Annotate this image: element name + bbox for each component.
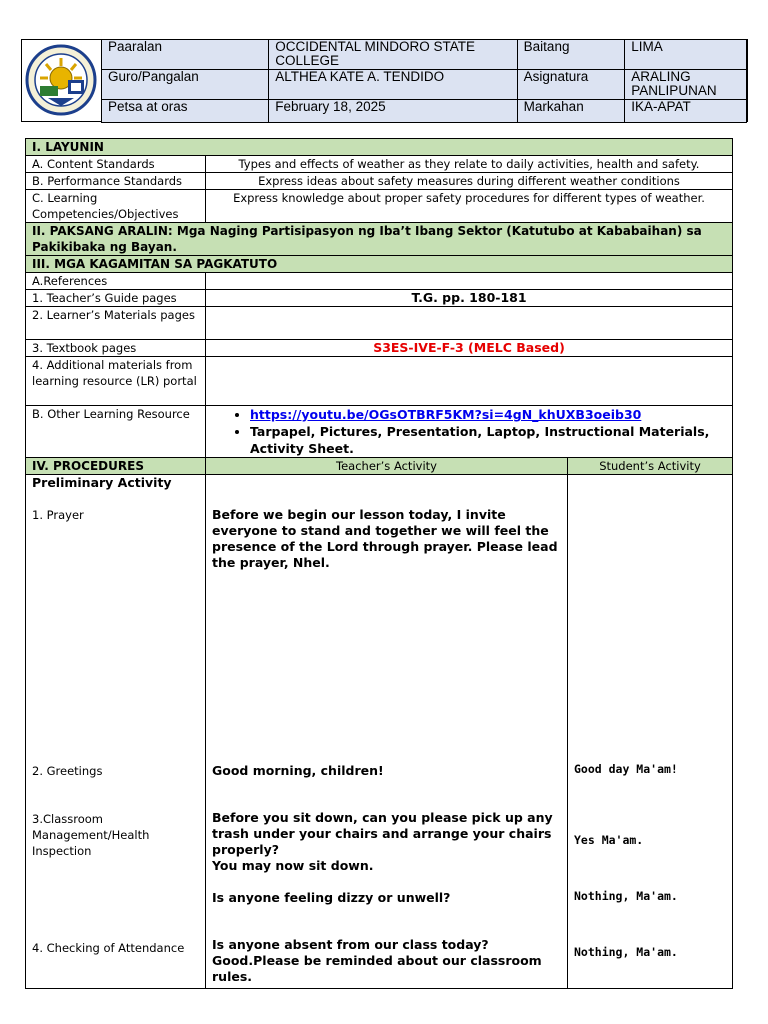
markahan-label: Markahan (517, 100, 625, 123)
performance-standards-label: B. Performance Standards (26, 173, 206, 190)
paaralan-label: Paaralan (102, 40, 269, 70)
classroom-teacher-text-3: Is anyone feeling dizzy or unwell? (212, 890, 451, 905)
college-seal-icon (24, 42, 98, 118)
classroom-student-text-3: Nothing, Ma'am. (574, 889, 678, 903)
teachers-guide-value: T.G. pp. 180-181 (206, 290, 733, 307)
prayer-label: 1. Prayer (32, 508, 84, 522)
paksang-aralin-heading: II. PAKSANG ARALIN: Mga Naging Partisipasyon ng Iba’t Ibang Sektor (Katutubo at Kababaihan) sa Pakikibaka ng Bayan. (26, 223, 733, 256)
prayer-teacher-text: Before we begin our lesson today, I invite everyone to stand and together we will feel the presence of the Lord through prayer. Please lead the prayer, Nhel. (212, 507, 558, 570)
petsa-value: February 18, 2025 (269, 100, 517, 123)
asignatura-value: ARALING PANLIPUNAN (625, 70, 747, 100)
attendance-student-text: Nothing, Ma'am. (574, 945, 678, 959)
petsa-label: Petsa at oras (102, 100, 269, 123)
procedures-heading: IV. PROCEDURES (26, 458, 206, 475)
attendance-teacher-text: Is anyone absent from our class today? Good.Please be reminded about our classroom rules. (212, 937, 542, 984)
lesson-plan-table (25, 138, 733, 989)
classroom-student-text-1: Yes Ma'am. (574, 833, 644, 847)
competencies-value: Express knowledge about proper safety procedures for different types of weather. (206, 190, 733, 223)
lesson-plan-header (21, 39, 748, 122)
teacher-activity-header: Teacher’s Activity (206, 458, 568, 475)
classroom-teacher-text-1: Before you sit down, can you please pick up any trash under your chairs and arrange your chairs properly? (212, 810, 553, 857)
school-logo (22, 40, 102, 121)
learners-materials-label: 2. Learner’s Materials pages (26, 307, 206, 340)
header-info-table (101, 39, 747, 123)
teachers-guide-label: 1. Teacher’s Guide pages (26, 290, 206, 307)
references-value (206, 273, 733, 290)
lr-portal-value (206, 357, 733, 406)
classroom-teacher-text-2: You may now sit down. (212, 858, 374, 873)
paaralan-value: OCCIDENTAL MINDORO STATE COLLEGE (269, 40, 517, 70)
preliminary-activity-label: Preliminary Activity (32, 475, 172, 490)
list-item: • Tarpapel, Pictures, Presentation, Laptop, Instructional Materials, Activity Sheet. (250, 423, 732, 457)
baitang-label: Baitang (517, 40, 625, 70)
video-link[interactable]: https://youtu.be/OGsOTBRF5KM?si=4gN_khUXB3oeib30 (250, 407, 642, 422)
procedure-steps-column (26, 475, 206, 989)
learners-materials-value (206, 307, 733, 340)
greetings-teacher-text: Good morning, children! (212, 763, 384, 778)
layunin-heading: I. LAYUNIN (26, 139, 733, 156)
textbook-label: 3. Textbook pages (26, 340, 206, 357)
greetings-label: 2. Greetings (32, 764, 103, 778)
other-resource-label: B. Other Learning Resource (26, 406, 206, 458)
markahan-value: IKA-APAT (625, 100, 747, 123)
textbook-value: S3ES-IVE-F-3 (MELC Based) (206, 340, 733, 357)
teacher-activity-column (206, 475, 568, 989)
references-label: A.References (26, 273, 206, 290)
other-resource-list (206, 406, 732, 457)
list-item (250, 406, 732, 423)
student-activity-column (568, 475, 733, 989)
lr-portal-label: 4. Additional materials from learning resource (LR) portal (26, 357, 206, 406)
competencies-label: C. Learning Competencies/Objectives (26, 190, 206, 223)
guro-label: Guro/Pangalan (102, 70, 269, 100)
kagamitan-heading: III. MGA KAGAMITAN SA PAGKATUTO (26, 256, 733, 273)
attendance-label: 4. Checking of Attendance (32, 941, 185, 955)
greetings-student-text: Good day Ma'am! (574, 762, 678, 776)
guro-value: ALTHEA KATE A. TENDIDO (269, 70, 517, 100)
other-resource-value (206, 406, 733, 458)
content-standards-label: A. Content Standards (26, 156, 206, 173)
asignatura-label: Asignatura (517, 70, 625, 100)
classroom-management-label: 3.Classroom Management/Health Inspection (32, 812, 150, 858)
baitang-value: LIMA (625, 40, 747, 70)
performance-standards-value: Express ideas about safety measures during different weather conditions (206, 173, 733, 190)
content-standards-value: Types and effects of weather as they relate to daily activities, health and safety. (206, 156, 733, 173)
student-activity-header: Student’s Activity (568, 458, 733, 475)
